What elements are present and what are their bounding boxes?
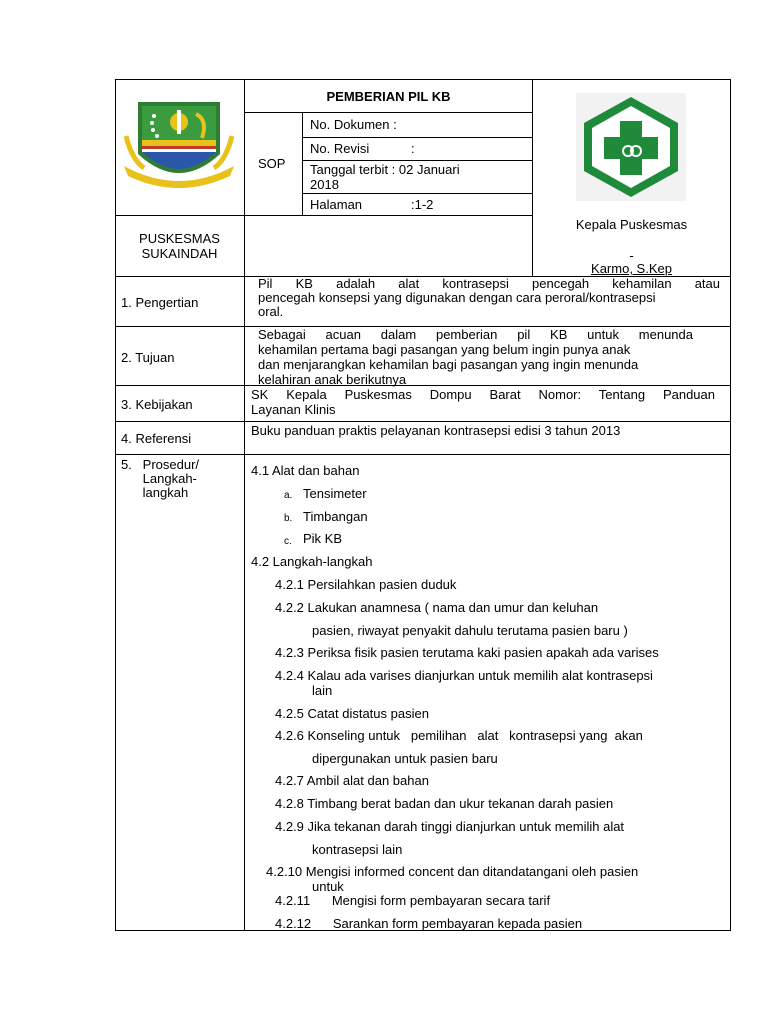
step-line: 4.2.9 Jika tekanan darah tinggi dianjurkan untuk memilih alat bbox=[275, 819, 625, 834]
list-item: Timbangan bbox=[303, 509, 368, 524]
border-top bbox=[115, 79, 731, 80]
halaman-label: Halaman bbox=[310, 197, 363, 212]
regional-crest-icon bbox=[122, 96, 236, 196]
langkah-heading: 4.2 Langkah-langkah bbox=[251, 554, 373, 569]
step-line: lain bbox=[312, 683, 333, 698]
col-separator-1 bbox=[244, 79, 245, 931]
row-2-bottom bbox=[115, 385, 731, 386]
org-name-line2: SUKAINDAH bbox=[141, 246, 218, 261]
list-item-marker: a. bbox=[284, 490, 293, 501]
col-separator-sop bbox=[302, 112, 303, 215]
row-header-bottom bbox=[115, 215, 533, 216]
row-dok-bottom bbox=[302, 137, 533, 138]
page-title: PEMBERIAN PIL KB bbox=[326, 89, 451, 104]
section-3-label: 3. Kebijakan bbox=[121, 397, 193, 412]
sop-label: SOP bbox=[258, 156, 286, 171]
step-line: 4.2.7 Ambil alat dan bahan bbox=[275, 773, 429, 788]
puskesmas-cross-icon bbox=[576, 93, 686, 201]
halaman-value: :1-2 bbox=[411, 197, 434, 212]
col-separator-2 bbox=[532, 79, 533, 276]
section-2-line: kehamilan pertama bagi pasangan yang belum ingin punya anak bbox=[258, 342, 631, 357]
step-line: untuk bbox=[312, 879, 344, 894]
signer-dash: - bbox=[629, 248, 634, 263]
step-line: 4.2.4 Kalau ada varises dianjurkan untuk memilih alat kontrasepsi bbox=[275, 668, 653, 683]
section-1-line: Pil KB adalah alat kontrasepsi pencegah kehamilan atau bbox=[258, 276, 720, 291]
alat-heading: 4.1 Alat dan bahan bbox=[251, 463, 360, 478]
section-2-line: kelahiran anak berikutnya bbox=[258, 372, 407, 387]
step-line: 4.2.12 Sarankan form pembayaran kepada pasien bbox=[275, 916, 583, 931]
step-line: 4.2.6 Konseling untuk pemilihan alat kontrasepsi yang akan bbox=[275, 728, 643, 743]
row-rev-bottom bbox=[302, 160, 533, 161]
section-1-label: 1. Pengertian bbox=[121, 295, 199, 310]
row-title-bottom bbox=[244, 112, 533, 113]
row-4-bottom bbox=[115, 454, 731, 455]
org-name-line1: PUSKESMAS bbox=[139, 231, 220, 246]
border-left bbox=[115, 79, 116, 931]
tanggal-terbit-line1: Tanggal terbit : 02 Januari bbox=[310, 162, 460, 177]
border-right bbox=[730, 79, 731, 931]
section-2-line: dan menjarangkan kehamilan bagi pasangan yang ingin menunda bbox=[258, 357, 639, 372]
section-1-line: oral. bbox=[258, 304, 284, 319]
row-tgl-bottom bbox=[302, 193, 533, 194]
section-4-line: Buku panduan praktis pelayanan kontrasepsi edisi 3 tahun 2013 bbox=[251, 423, 621, 438]
list-item-marker: b. bbox=[284, 513, 293, 524]
section-3-line: SK Kepala Puskesmas Dompu Barat Nomor: Tentang Panduan bbox=[251, 387, 715, 402]
section-1-line: pencegah konsepsi yang digunakan dengan cara peroral/kontrasepsi bbox=[258, 290, 656, 305]
section-5-label: 5. Prosedur/ bbox=[121, 457, 200, 472]
step-line: 4.2.3 Periksa fisik pasien terutama kaki pasien apakah ada varises bbox=[275, 645, 659, 660]
step-line: 4.2.2 Lakukan anamnesa ( nama dan umur dan keluhan bbox=[275, 600, 599, 615]
step-line: dipergunakan untuk pasien baru bbox=[312, 751, 498, 766]
no-dokumen-field: No. Dokumen : bbox=[310, 117, 397, 132]
section-5-label: langkah bbox=[121, 485, 189, 500]
list-item: Tensimeter bbox=[303, 486, 367, 501]
row-3-bottom bbox=[115, 421, 731, 422]
no-revisi-colon: : bbox=[411, 141, 415, 156]
step-line: 4.2.11 Mengisi form pembayaran secara tarif bbox=[275, 893, 551, 908]
no-revisi-label: No. Revisi bbox=[310, 141, 370, 156]
section-4-label: 4. Referensi bbox=[121, 431, 192, 446]
list-item: Pik KB bbox=[303, 531, 343, 546]
list-item-marker: c. bbox=[284, 536, 292, 547]
section-2-label: 2. Tujuan bbox=[121, 350, 175, 365]
step-line: pasien, riwayat penyakit dahulu terutama pasien baru ) bbox=[312, 623, 628, 638]
signer-name: Karmo, S.Kep bbox=[591, 261, 672, 276]
section-5-label: Langkah- bbox=[121, 471, 197, 486]
step-line: kontrasepsi lain bbox=[312, 842, 403, 857]
step-line: 4.2.1 Persilahkan pasien duduk bbox=[275, 577, 457, 592]
section-2-line: Sebagai acuan dalam pemberian pil KB untuk menunda bbox=[258, 327, 693, 342]
section-3-line: Layanan Klinis bbox=[251, 402, 336, 417]
kepala-puskesmas-label: Kepala Puskesmas bbox=[575, 217, 688, 232]
tanggal-terbit-line2: 2018 bbox=[310, 177, 339, 192]
step-line: 4.2.8 Timbang berat badan dan ukur tekanan darah pasien bbox=[275, 796, 614, 811]
step-line: 4.2.5 Catat distatus pasien bbox=[275, 706, 429, 721]
step-line: 4.2.10 Mengisi informed concent dan ditandatangani oleh pasien bbox=[266, 864, 639, 879]
